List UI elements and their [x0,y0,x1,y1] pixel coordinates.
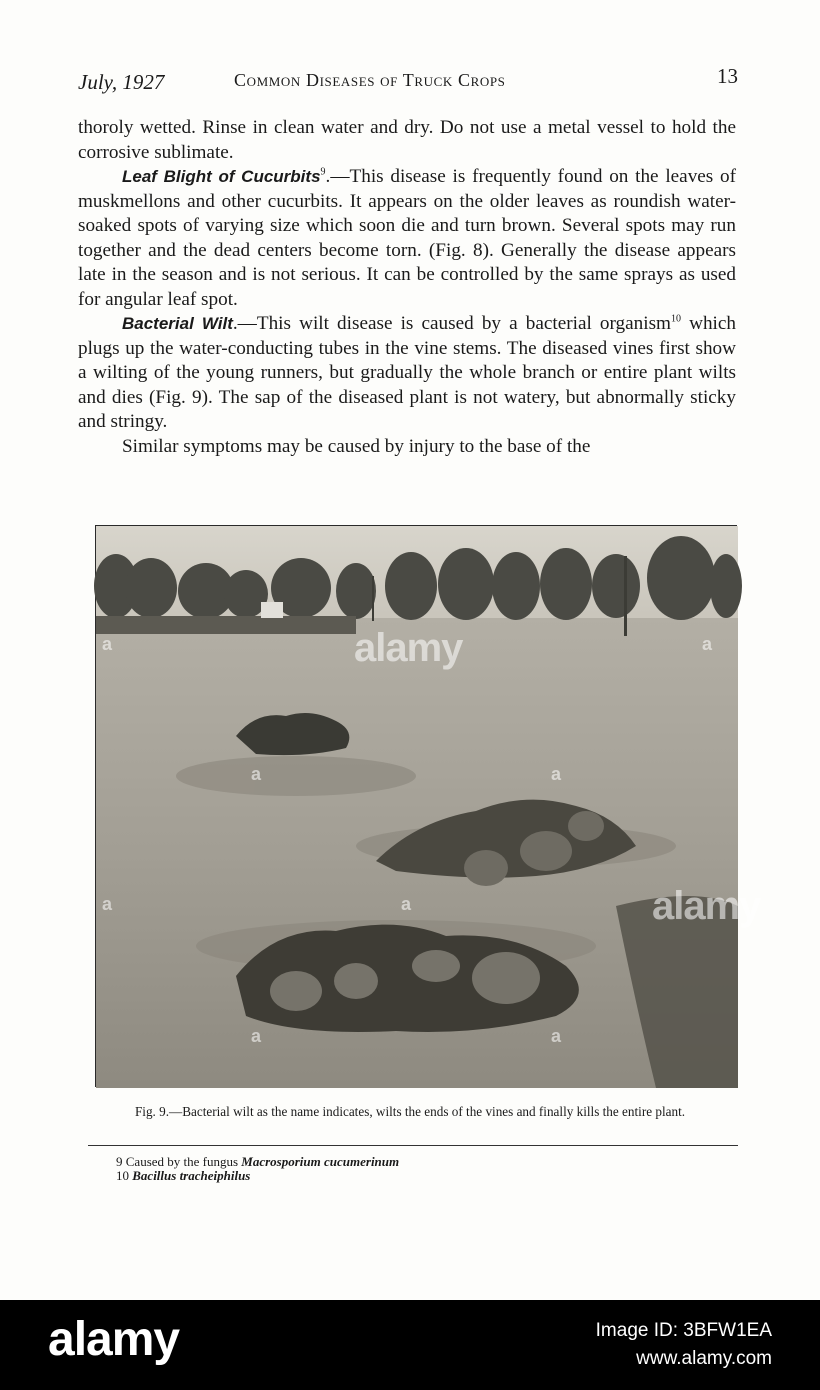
paragraph-similar-symptoms: Similar symptoms may be caused by injury to the base of the [122,435,591,457]
footnote-9-prefix: 9 Caused by the fungus [116,1154,242,1169]
watermark-mark-2: a [702,634,713,654]
leaf-blight-heading: Leaf Blight of Cucurbits [122,167,321,186]
figure-caption: Fig. 9.—Bacterial wilt as the name indicates, wilts the ends of the vines and finally kills the entire plant. [134,1104,686,1119]
leaf-blight-text: .—This disease is frequently found on the leaves of muskmellons and other cucurbits. It appears on the older leaves as roundish water-soaked spots of varying size which soon die and turn brown. Several spots may run together and the dead centers become torn. (Fig. 8). Generally the disease appears late in the season and is not serious. It can be controlled by the same sprays as used for angular leaf spot. [78,166,736,310]
footnote-10-prefix: 10 [116,1168,133,1183]
watermark-center: alamy [354,626,463,670]
field-photo-illustration [96,526,738,1088]
paragraph-corrosive-sublimate: thoroly wetted. Rinse in clean water and dry. Do not use a metal vessel to hold the corrosive sublimate. [78,117,736,163]
stock-banner [0,1300,820,1390]
image-id: Image ID: 3BFW1EA [595,1320,772,1341]
bacterial-wilt-text-a: .—This wilt disease is caused by a bacterial organism [232,313,671,334]
watermark-mark-4: a [551,764,562,784]
footnotes [116,1155,399,1183]
site-url: www.alamy.com [636,1348,772,1369]
footnote-9-name: Macrosporium cucumerinum [241,1154,400,1169]
field-photograph [95,525,761,1087]
watermark-mark-6: a [401,894,412,914]
footnote-rule [88,1145,738,1146]
header-title: Common Diseases of Truck Crops [234,70,506,90]
watermark-mark-8: a [551,1026,562,1046]
watermark-mark-5: a [102,894,113,914]
watermark-right: alamy [652,884,761,928]
footnote-10-name: Bacillus tracheiphilus [132,1168,251,1183]
paragraph-bacterial-wilt [78,312,736,435]
footnote-ref-9: 9 [320,166,326,178]
paragraph-leaf-blight [78,165,736,312]
header-date: July, 1927 [78,70,165,94]
bacterial-wilt-heading: Bacterial Wilt [122,314,233,333]
watermark-mark-3: a [251,764,262,784]
body-text [78,116,736,459]
alamy-logo: alamy [48,1313,180,1366]
footnote-10 [116,1169,399,1183]
watermark-mark-7: a [251,1026,262,1046]
footnote-ref-10: 10 [670,313,681,325]
footnote-9 [116,1155,399,1169]
running-head [78,64,738,94]
page-number: 13 [717,64,738,88]
watermark-mark-1: a [102,634,113,654]
bacterial-wilt-text-b: which plugs up the water-conducting tubes in the vine stems. The diseased vines first show a wilting of the young runners, but gradually the whole branch or entire plant wilts and dies (Fig. 9). The sap of the diseased plant is not watery, but abnormally sticky and stringy. [78,313,736,432]
